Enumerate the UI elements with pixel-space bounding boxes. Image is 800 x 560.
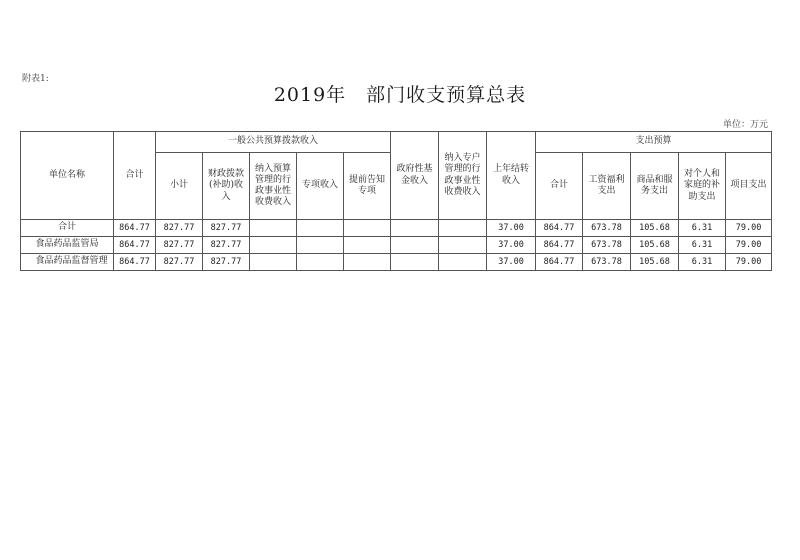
header-goods-services: 商品和服务支出 — [631, 153, 679, 220]
header-general-budget: 一般公共预算拨款收入 — [156, 132, 391, 153]
cell-project: 79.00 — [726, 237, 772, 254]
cell-carryover: 37.00 — [487, 237, 536, 254]
cell-advance — [344, 220, 391, 237]
cell-advance — [344, 254, 391, 271]
cell-exp-total: 864.77 — [536, 237, 583, 254]
header-unit-name: 单位名称 — [21, 132, 114, 220]
cell-special — [297, 220, 344, 237]
cell-fee-special — [439, 220, 487, 237]
unit-label: 单位：万元 — [722, 120, 768, 130]
header-gov-fund: 政府性基金收入 — [391, 132, 439, 220]
cell-advance — [344, 237, 391, 254]
cell-unit-name: 食品药品监督管理 — [21, 254, 114, 271]
header-carryover: 上年结转收入 — [487, 132, 536, 220]
cell-exp-total: 864.77 — [536, 254, 583, 271]
table-row — [21, 220, 772, 237]
cell-fee-special — [439, 237, 487, 254]
cell-fee-budget — [250, 254, 297, 271]
header-special-income: 专项收入 — [297, 153, 344, 220]
cell-carryover: 37.00 — [487, 254, 536, 271]
budget-summary-table — [20, 131, 772, 271]
cell-goods: 105.68 — [631, 237, 679, 254]
cell-wages: 673.78 — [583, 220, 631, 237]
cell-special — [297, 237, 344, 254]
cell-carryover: 37.00 — [487, 220, 536, 237]
cell-subsidies: 6.31 — [679, 220, 726, 237]
cell-gov-fund — [391, 254, 439, 271]
cell-unit-name: 合计 — [21, 220, 114, 237]
table-row — [21, 237, 772, 254]
attachment-label: 附表1: — [22, 74, 49, 84]
cell-total: 864.77 — [114, 254, 156, 271]
header-wages: 工资福利支出 — [583, 153, 631, 220]
cell-fiscal: 827.77 — [203, 237, 250, 254]
header-fiscal-allocation: 财政拨款(补助)收入 — [203, 153, 250, 220]
header-exp-total: 合计 — [536, 153, 583, 220]
header-admin-fee-special: 纳入专户管理的行政事业性收费收入 — [439, 132, 487, 220]
header-project: 项目支出 — [726, 153, 772, 220]
cell-gov-fund — [391, 237, 439, 254]
cell-exp-total: 864.77 — [536, 220, 583, 237]
cell-project: 79.00 — [726, 254, 772, 271]
cell-subtotal: 827.77 — [156, 237, 203, 254]
cell-wages: 673.78 — [583, 254, 631, 271]
cell-total: 864.77 — [114, 237, 156, 254]
cell-fee-special — [439, 254, 487, 271]
header-subtotal: 小计 — [156, 153, 203, 220]
cell-fee-budget — [250, 220, 297, 237]
cell-subsidies: 6.31 — [679, 254, 726, 271]
cell-goods: 105.68 — [631, 220, 679, 237]
title-text: 部门收支预算总表 — [366, 84, 527, 106]
cell-unit-name: 食品药品监管局 — [21, 237, 114, 254]
header-expenditure: 支出预算 — [536, 132, 772, 153]
cell-gov-fund — [391, 220, 439, 237]
cell-fee-budget — [250, 237, 297, 254]
table-row — [21, 254, 772, 271]
header-subsidies: 对个人和家庭的补助支出 — [679, 153, 726, 220]
cell-special — [297, 254, 344, 271]
cell-fiscal: 827.77 — [203, 254, 250, 271]
cell-subtotal: 827.77 — [156, 220, 203, 237]
cell-project: 79.00 — [726, 220, 772, 237]
cell-total: 864.77 — [114, 220, 156, 237]
page-title — [0, 80, 800, 107]
title-year: 2019年 — [273, 84, 347, 106]
header-row-1 — [21, 132, 772, 153]
cell-subsidies: 6.31 — [679, 237, 726, 254]
cell-fiscal: 827.77 — [203, 220, 250, 237]
cell-subtotal: 827.77 — [156, 254, 203, 271]
header-advance-notice: 提前告知专项 — [344, 153, 391, 220]
header-admin-fee-in-budget: 纳入预算管理的行政事业性收费收入 — [250, 153, 297, 220]
cell-wages: 673.78 — [583, 237, 631, 254]
header-total: 合计 — [114, 132, 156, 220]
cell-goods: 105.68 — [631, 254, 679, 271]
